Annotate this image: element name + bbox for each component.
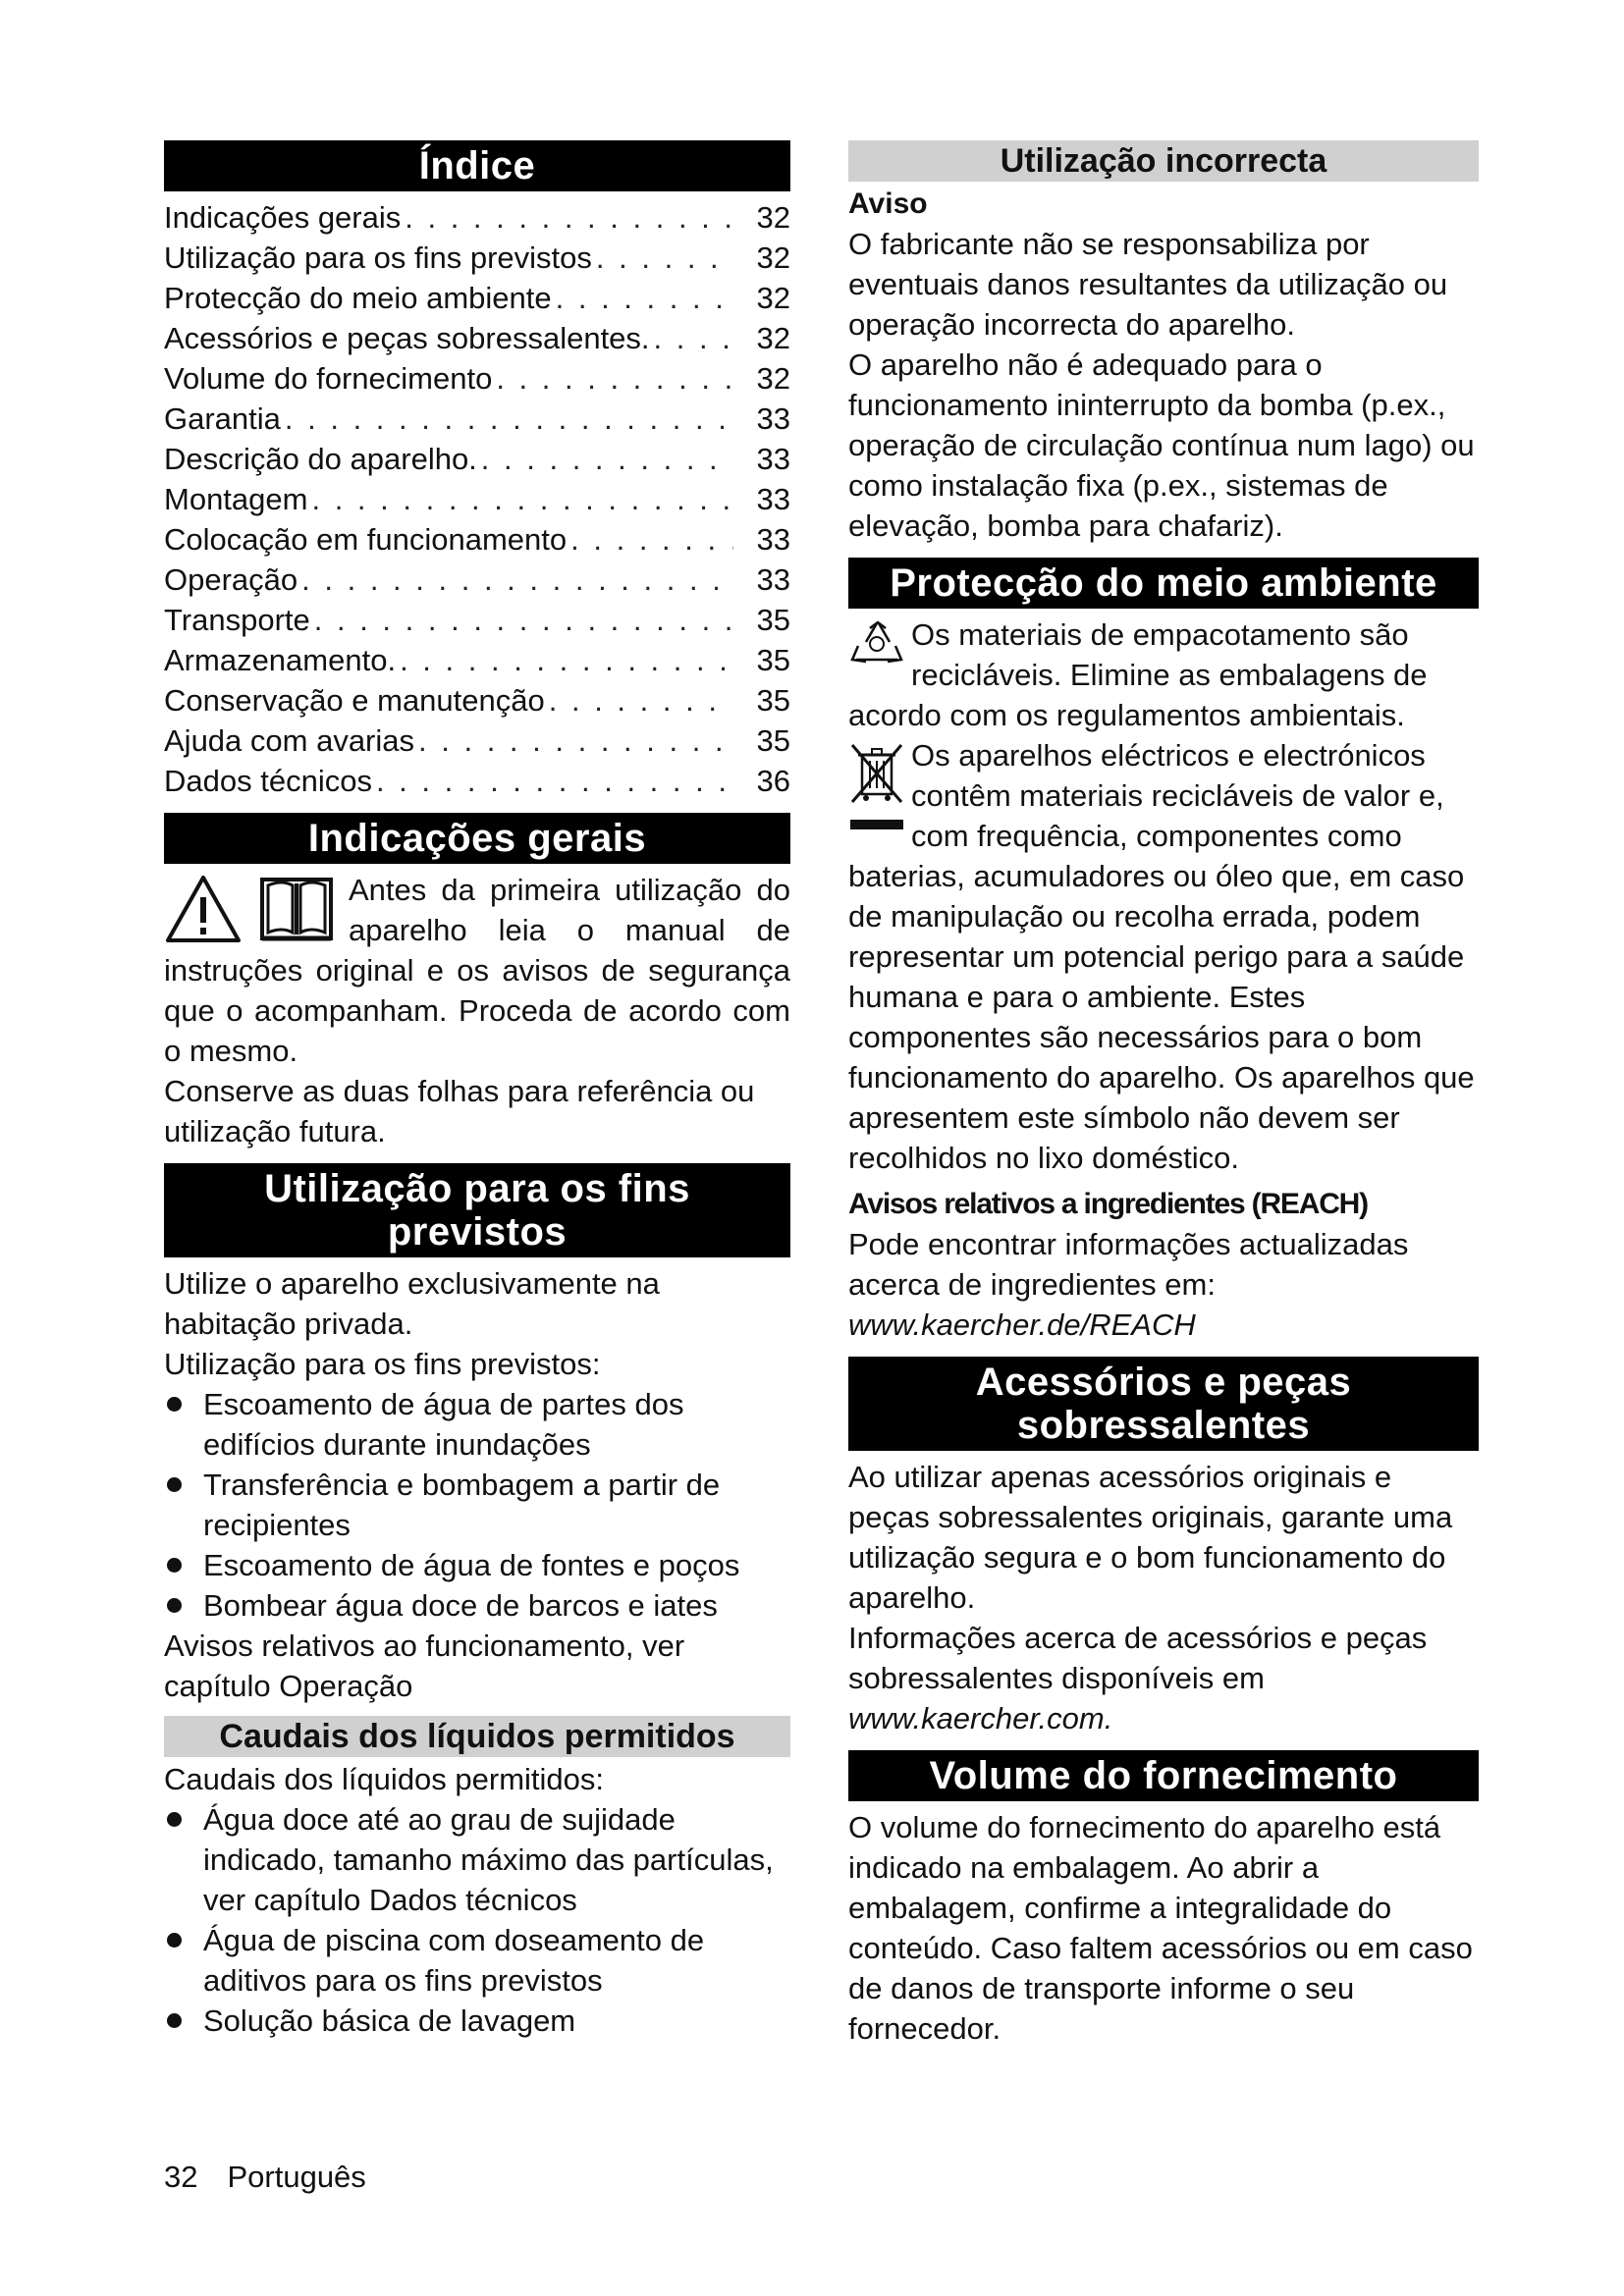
toc-row[interactable]: Operação . . . 33: [164, 560, 790, 600]
toc-heading: Índice: [164, 140, 790, 191]
list-item: Solução básica de lavagem: [164, 2001, 790, 2041]
toc-row[interactable]: Ajuda com avarias . . . 35: [164, 721, 790, 761]
environment-p2: Os aparelhos eléctricos e electrónicos contêm materiais recicláveis de valor e, com frequência, componentes como baterias, acumuladores ou óleo que, em caso de manipulação ou recolha errada, podem representar um potencial perigo para a saúde humana e para o ambiente. Estes componentes são necessários para o bom funcionamento do aparelho. Os aparelhos que apresentem este símbolo não devem ser recolhidos no lixo doméstico.: [848, 738, 1475, 1175]
liquids-heading: Caudais dos líquidos permitidos: [164, 1716, 790, 1757]
general-heading: Indicações gerais: [164, 813, 790, 864]
scope-p1: O volume do fornecimento do aparelho está indicado na embalagem. Ao abrir a embalagem, confirme a integralidade do conteúdo. Caso faltem acessórios ou em caso de danos de transporte informe o seu fornecedor.: [848, 1810, 1473, 2046]
toc-row[interactable]: Colocação em funcionamento . . . 33: [164, 519, 790, 560]
accessories-p1: Ao utilizar apenas acessórios originais e peças sobressalentes originais, garante uma utilização segura e o bom funcionamento do aparelho.: [848, 1460, 1453, 1615]
footer-language: Português: [227, 2160, 366, 2194]
bullet-icon: [167, 1397, 182, 1412]
bullet-icon: [167, 1558, 182, 1573]
reach-text: Pode encontrar informações actualizadas acerca de ingredientes em: www.kaercher.de/REACH: [848, 1227, 1409, 1342]
crossed-bin-icon: [848, 741, 905, 835]
intended-use-p2: Utilização para os fins previstos:: [164, 1347, 601, 1381]
warning-triangle-icon: [164, 874, 243, 944]
toc-row[interactable]: Montagem . . . 33: [164, 479, 790, 519]
misuse-heading: Utilização incorrecta: [848, 140, 1479, 182]
misuse-p1: O fabricante não se responsabiliza por eventuais danos resultantes da utilização ou operação incorrecta do aparelho.: [848, 227, 1448, 342]
toc-list: [164, 197, 790, 801]
toc-row[interactable]: Armazenamento. . . . 35: [164, 640, 790, 680]
right-column: [848, 140, 1479, 2049]
list-item: Bombear água doce de barcos e iates: [164, 1585, 790, 1626]
environment-heading: Protecção do meio ambiente: [848, 558, 1479, 609]
list-item: Escoamento de água de partes dos edifícios durante inundações: [164, 1384, 790, 1465]
page-number: 32: [164, 2160, 198, 2194]
manual-book-icon: [256, 874, 337, 944]
intended-use-heading: Utilização para os fins previstos: [164, 1163, 790, 1257]
liquids-list: [164, 1799, 790, 2041]
list-item: Água doce até ao grau de sujidade indicado, tamanho máximo das partículas, ver capítulo Dados técnicos: [164, 1799, 790, 1920]
misuse-p2: O aparelho não é adequado para o funcionamento ininterrupto da bomba (p.ex., operação de circulação contínua num lago) ou como instalação fixa (p.ex., sistemas de elevação, bomba para chafariz).: [848, 347, 1475, 543]
bullet-icon: [167, 2013, 182, 2028]
toc-row[interactable]: Acessórios e peças sobressalentes. . . . 32: [164, 318, 790, 358]
accessories-p2: Informações acerca de acessórios e peças sobressalentes disponíveis em www.kaercher.com.: [848, 1621, 1428, 1735]
toc-row[interactable]: Indicações gerais . . . 32: [164, 197, 790, 238]
intended-use-p1: Utilize o aparelho exclusivamente na habitação privada.: [164, 1266, 660, 1341]
general-intro: Antes da primeira utilização do aparelho leia o manual de instruções original e os avisos de segurança que o acompanham. Proceda de acordo com o mesmo.: [164, 873, 790, 1068]
reach-link[interactable]: www.kaercher.de/REACH: [848, 1308, 1196, 1342]
intended-use-list: [164, 1384, 790, 1626]
toc-row[interactable]: Dados técnicos . . . 36: [164, 761, 790, 801]
intended-use-note: Avisos relativos ao funcionamento, ver capítulo Operação: [164, 1629, 685, 1703]
recycle-icon: [848, 620, 905, 667]
general-keep: Conserve as duas folhas para referência ou utilização futura.: [164, 1074, 755, 1148]
liquids-p1: Caudais dos líquidos permitidos:: [164, 1762, 605, 1796]
reach-heading: Avisos relativos a ingredientes (REACH): [848, 1188, 1368, 1220]
toc-row[interactable]: Conservação e manutenção . . . 35: [164, 680, 790, 721]
general-icons: [164, 874, 337, 944]
list-item: Água de piscina com doseamento de aditivos para os fins previstos: [164, 1920, 790, 2001]
misuse-warning-label: Aviso: [848, 187, 928, 220]
list-item: Transferência e bombagem a partir de recipientes: [164, 1465, 790, 1545]
toc-row[interactable]: Descrição do aparelho. . . . 33: [164, 439, 790, 479]
scope-heading: Volume do fornecimento: [848, 1750, 1479, 1801]
toc-row[interactable]: Volume do fornecimento . . . 32: [164, 358, 790, 399]
toc-row[interactable]: Protecção do meio ambiente . . . 32: [164, 278, 790, 318]
bullet-icon: [167, 1933, 182, 1948]
list-item: Escoamento de água de fontes e poços: [164, 1545, 790, 1585]
toc-row[interactable]: Garantia . . . 33: [164, 399, 790, 439]
environment-recycling: [848, 614, 1479, 735]
accessories-link[interactable]: www.kaercher.com.: [848, 1701, 1113, 1735]
general-notice: [164, 870, 790, 1151]
toc-row[interactable]: Transporte . . . 35: [164, 600, 790, 640]
bullet-icon: [167, 1477, 182, 1492]
accessories-heading: Acessórios e peças sobressalentes: [848, 1357, 1479, 1451]
environment-weee: [848, 735, 1479, 1178]
left-column: [164, 140, 790, 2041]
page-footer: [164, 2160, 366, 2195]
bullet-icon: [167, 1812, 182, 1827]
environment-p1: Os materiais de empacotamento são recicláveis. Elimine as embalagens de acordo com os regulamentos ambientais.: [848, 617, 1428, 732]
toc-row[interactable]: Utilização para os fins previstos . . . 32: [164, 238, 790, 278]
bullet-icon: [167, 1598, 182, 1613]
